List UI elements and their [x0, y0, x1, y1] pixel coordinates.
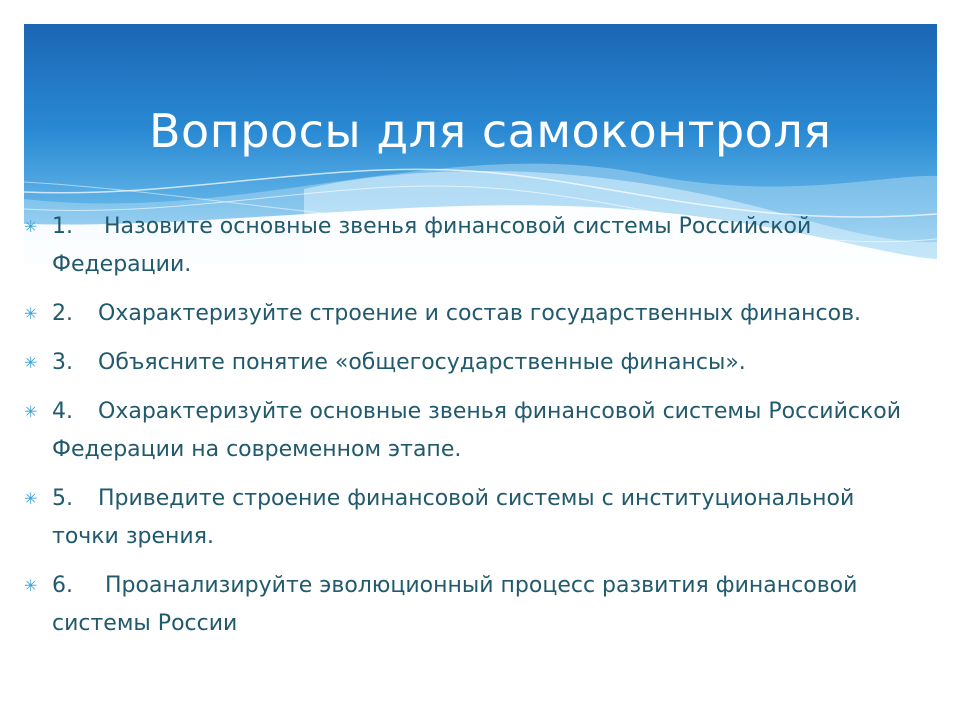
asterisk-icon: ✳ [24, 217, 38, 236]
question-text: Назовите основные звенья финансовой системы Российской Федерации. [52, 214, 812, 277]
question-item [22, 480, 902, 556]
question-number: 2. [52, 301, 73, 326]
asterisk-icon: ✳ [24, 489, 38, 508]
question-number: 6. [52, 573, 73, 598]
question-text: Приведите строение финансовой системы с институциональной точки зрения. [52, 486, 855, 549]
asterisk-icon: ✳ [24, 402, 38, 421]
question-text: Объясните понятие «общегосударственные финансы». [98, 350, 746, 375]
question-item [22, 567, 902, 643]
question-number: 3. [52, 350, 73, 375]
asterisk-icon: ✳ [24, 304, 38, 323]
page-title: Вопросы для самоконтроля [149, 104, 832, 158]
asterisk-icon: ✳ [24, 576, 38, 595]
question-text: Проанализируйте эволюционный процесс развития финансовой системы России [52, 573, 858, 636]
question-text: Охарактеризуйте строение и состав государственных финансов. [98, 301, 862, 326]
questions-list [22, 208, 902, 654]
asterisk-icon: ✳ [24, 353, 38, 372]
question-text: Охарактеризуйте основные звенья финансовой системы Российской Федерации на современном этапе. [52, 399, 902, 462]
question-item [22, 393, 902, 469]
question-item [22, 208, 902, 284]
question-item [22, 295, 902, 333]
question-number: 1. [52, 214, 73, 239]
question-number: 5. [52, 486, 73, 511]
question-item [22, 344, 902, 382]
question-number: 4. [52, 399, 73, 424]
